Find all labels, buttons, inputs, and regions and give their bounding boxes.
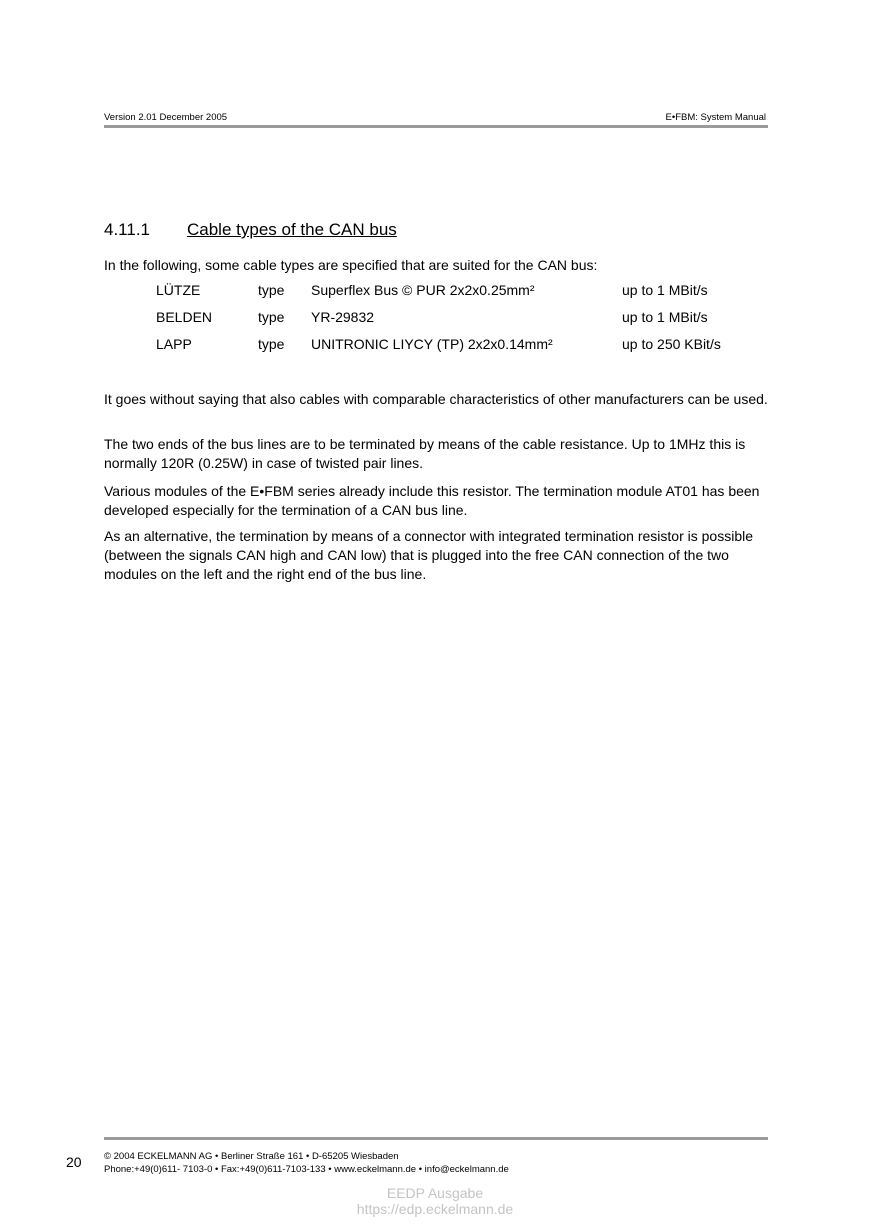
cable-maker: BELDEN <box>156 309 213 325</box>
cable-type-label: type <box>258 336 285 352</box>
section-heading <box>104 220 397 240</box>
footer-address: © 2004 ECKELMANN AG • Berliner Straße 161 • D-65205 Wiesbaden <box>104 1151 399 1162</box>
footer-contact: Phone:+49(0)611- 7103-0 • Fax:+49(0)611-7103-133 • www.eckelmann.de • info@eckelmann.de <box>104 1164 509 1175</box>
watermark-url: https://edp.eckelmann.de <box>356 1201 514 1217</box>
cable-maker: LAPP <box>156 336 192 352</box>
paragraph-termination-connector: As an alternative, the termination by means of a connector with integrated termination resistor is possible (between the signals CAN high and CAN low) that is plugged into the free CAN connection of the two modules on the left and the right end of the bus line. <box>104 528 753 582</box>
header-manual-title: E•FBM: System Manual <box>665 112 766 123</box>
cable-speed: up to 1 MBit/s <box>622 309 708 325</box>
cable-description: YR-29832 <box>311 309 375 325</box>
cable-type-label: type <box>258 309 285 325</box>
table-row <box>156 336 762 363</box>
watermark-label: EEDP Ausgabe <box>386 1185 484 1201</box>
table-row <box>156 282 762 309</box>
header-version: Version 2.01 December 2005 <box>104 112 228 123</box>
paragraph-comparable-cables: It goes without saying that also cables with comparable characteristics of other manufacturers can be used. <box>104 391 768 407</box>
section-title: Cable types of the CAN bus <box>187 220 397 239</box>
section-number: 4.11.1 <box>104 220 151 239</box>
cable-table <box>156 282 762 363</box>
paragraph-termination-resistance: The two ends of the bus lines are to be terminated by means of the cable resistance. Up to 1MHz this is normally 120R (0.25W) in case of twisted pair lines. <box>104 436 746 471</box>
intro-paragraph: In the following, some cable types are specified that are suited for the CAN bus: <box>104 257 598 273</box>
cable-maker: LÜTZE <box>156 282 201 298</box>
footer-divider <box>104 1137 768 1140</box>
table-row <box>156 309 762 336</box>
cable-speed: up to 250 KBit/s <box>622 336 721 352</box>
paragraph-termination-module: Various modules of the E•FBM series already include this resistor. The termination module AT01 has been developed especially for the termination of a CAN bus line. <box>104 483 760 518</box>
cable-type-label: type <box>258 282 285 298</box>
header-divider <box>104 125 768 128</box>
cable-speed: up to 1 MBit/s <box>622 282 708 298</box>
cable-description: UNITRONIC LIYCY (TP) 2x2x0.14mm² <box>311 336 553 352</box>
page-number: 20 <box>66 1154 82 1170</box>
cable-description: Superflex Bus © PUR 2x2x0.25mm² <box>311 282 535 298</box>
